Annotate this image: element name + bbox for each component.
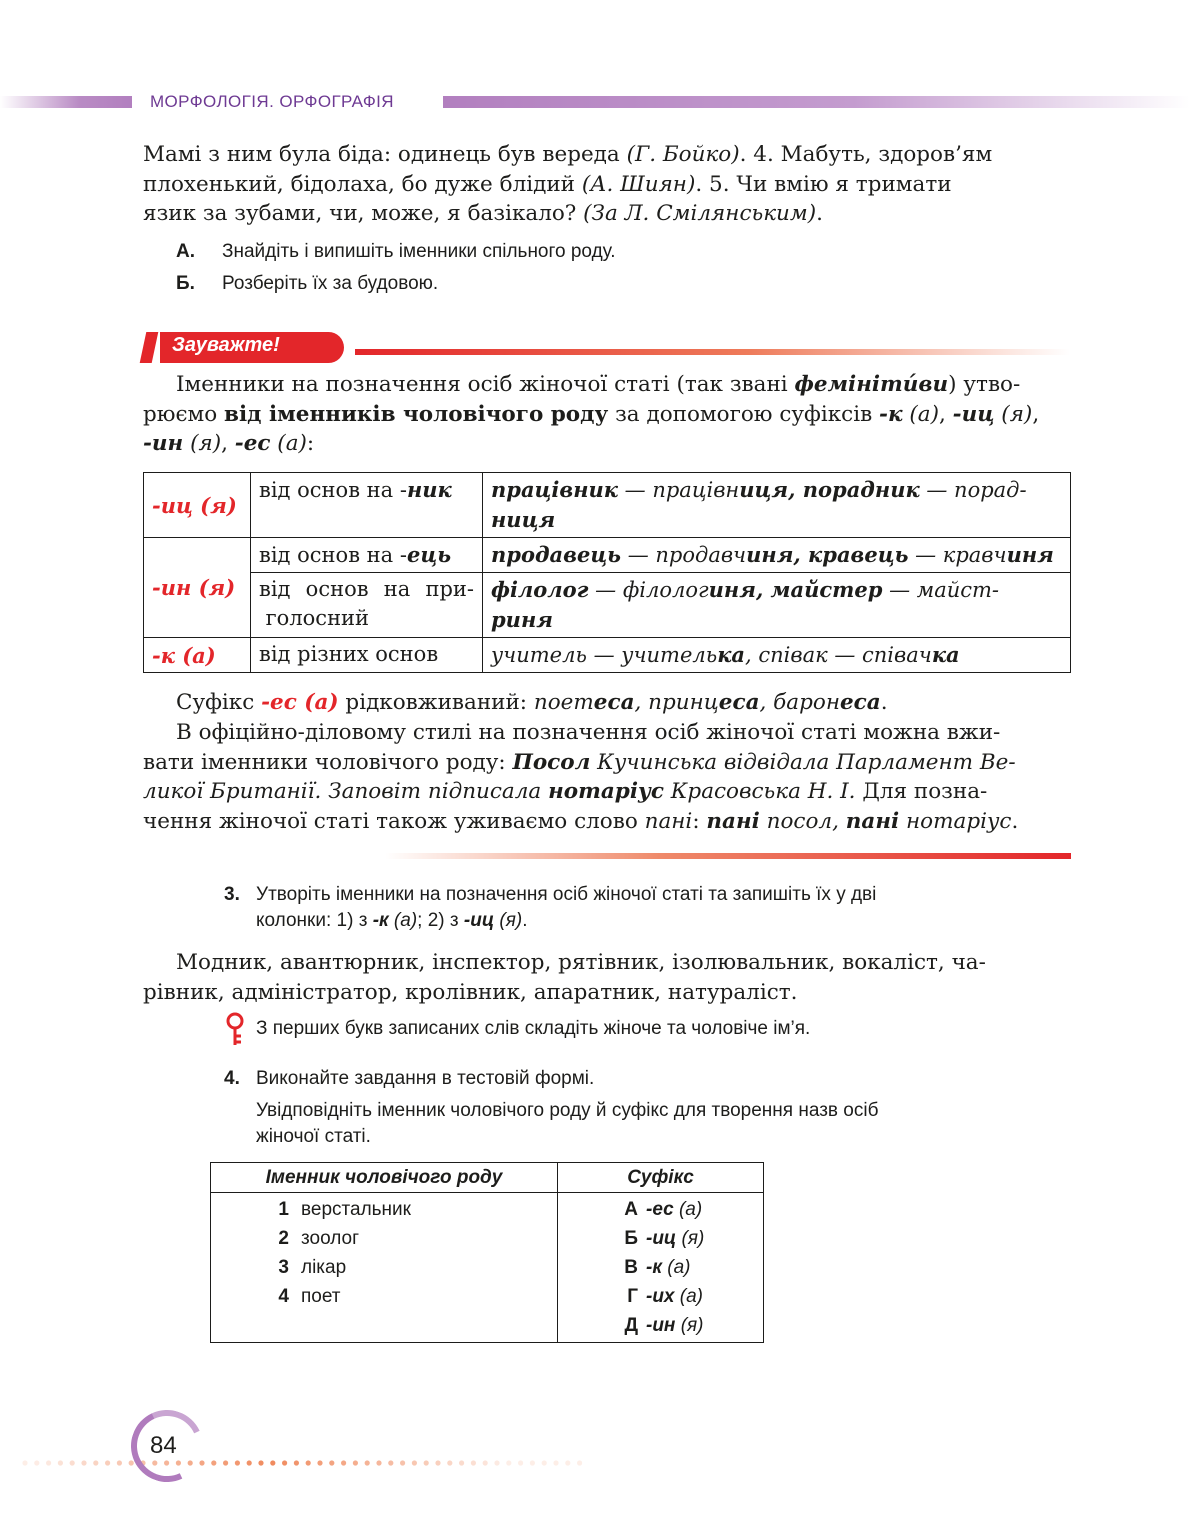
notice-label: Зауважте! bbox=[172, 334, 280, 356]
list-item: Б -иц (я) bbox=[624, 1228, 705, 1249]
column-header-suffix: Суфікс bbox=[558, 1163, 764, 1193]
list-item: А -ес (а) bbox=[624, 1199, 703, 1220]
basis-cell: від основ на -ець bbox=[251, 538, 483, 573]
running-header: МОРФОЛОГІЯ. ОРФОГРАФІЯ bbox=[150, 92, 394, 111]
task-3-words: Модник, авантюрник, інспектор, рятівник, ізолювальник, вокаліст, ча- рівник, адміністратор, кролівник, апаратник, натураліст. bbox=[143, 950, 986, 1005]
nouns-cell bbox=[211, 1193, 558, 1343]
task-b: Б. Розберіть їх за будовою. bbox=[176, 273, 439, 294]
page-number: 84 bbox=[150, 1432, 177, 1459]
list-item: 2 зоолог bbox=[278, 1228, 360, 1249]
matching-table bbox=[210, 1162, 764, 1343]
table-row bbox=[144, 638, 1071, 673]
suffixes-cell bbox=[558, 1193, 764, 1343]
notice-bottom-rule bbox=[385, 853, 1071, 859]
table-row bbox=[144, 538, 1071, 573]
list-item: Д -ин (я) bbox=[624, 1315, 704, 1336]
intro-paragraph: Мамі з ним була біда: одинець був вереда (Г. Бойко). 4. Мабуть, здоров’ям плохенький, бідолаха, бо дуже блідий (А. Шиян). 5. Чи вмію я тримати язик за зубами, чи, може, я базікало? (За Л. Смілянським). bbox=[143, 142, 993, 226]
notice-paragraph-3: В офіційно-діловому стилі на позначення осіб жіночої статі можна вжи- вати іменники чоловічого роду: Посол Кучинська відвідала Парламент Ве- ликої Британії. Заповіт підписала нотаріус Красовська Н. І. Для позна- чення жіночої статі також уживаємо слово пані: пані посол, пані нотаріус. bbox=[143, 720, 1019, 834]
basis-cell: від основ на при- голосний bbox=[251, 573, 483, 638]
header-band-right bbox=[443, 96, 1190, 108]
list-item: Г -их (а) bbox=[627, 1286, 703, 1307]
example-cell: працівник — працівниця, порадник — порад- ниця bbox=[483, 473, 1071, 538]
table-row bbox=[144, 573, 1071, 638]
header-band-left bbox=[0, 96, 132, 108]
suffix-cell: -к (а) bbox=[144, 638, 251, 673]
notice-top-rule bbox=[355, 349, 1070, 355]
suffix-cell: -иц (я) bbox=[144, 473, 251, 538]
suffix-table bbox=[143, 472, 1071, 673]
task-4-instruction: Увідповідніть іменник чоловічого роду й суфікс для творення назв осіб жіночої статі. bbox=[256, 1100, 879, 1147]
notice-paragraph-2: Суфікс -ес (а) рідковживаний: поетеса, принцеса, баронеса. bbox=[176, 690, 888, 715]
notice-paragraph-1: Іменники на позначення осіб жіночої статі (так звані фемініти́ви) утво- рюємо від іменників чоловічого роду за допомогою суфіксів -к (а), -иц (я), -ин (я), -ес (а): bbox=[143, 372, 1040, 456]
example-cell: продавець — продавчиня, кравець — кравчиня bbox=[483, 538, 1071, 573]
key-icon bbox=[224, 1012, 248, 1046]
column-header-noun: Іменник чоловічого роду bbox=[211, 1163, 558, 1193]
list-item: В -к (а) bbox=[624, 1257, 691, 1278]
suffix-cell: -ин (я) bbox=[144, 538, 251, 638]
task-a: А. Знайдіть і випишіть іменники спільного роду. bbox=[176, 241, 616, 262]
example-cell: філолог — філологиня, майстер — майст- риня bbox=[483, 573, 1071, 638]
notice-badge-edge bbox=[140, 332, 159, 363]
task-3: 3. Утворіть іменники на позначення осіб жіночої статі та запишіть їх у дві колонки: 1) з -к (а); 2) з -иц (я). bbox=[224, 884, 877, 931]
list-item: 1 верстальник bbox=[278, 1199, 411, 1220]
list-item: 3 лікар bbox=[278, 1257, 347, 1278]
basis-cell: від основ на -ник bbox=[251, 473, 483, 538]
example-cell: учитель — учителька, співак — співачка bbox=[483, 638, 1071, 673]
list-item: 4 поет bbox=[278, 1286, 341, 1307]
table-row bbox=[144, 473, 1071, 538]
hint-text: З перших букв записаних слів складіть жіноче та чоловіче ім’я. bbox=[256, 1018, 811, 1039]
task-4: 4. Виконайте завдання в тестовій формі. bbox=[224, 1068, 595, 1089]
footer-dots bbox=[20, 1458, 590, 1468]
basis-cell: від різних основ bbox=[251, 638, 483, 673]
